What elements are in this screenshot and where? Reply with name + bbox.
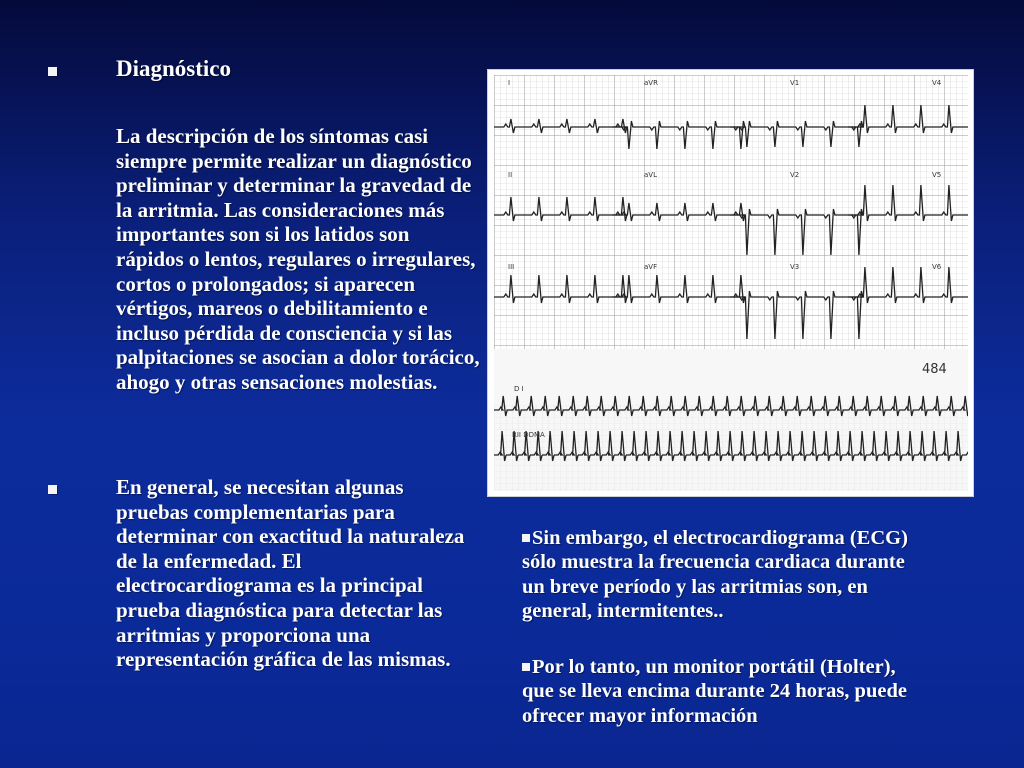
ecg-tracing xyxy=(494,75,968,491)
bullet-heading xyxy=(48,67,57,76)
strip-label-rii: RII DDMA xyxy=(512,431,545,439)
lead-label-iii: III xyxy=(508,263,515,271)
strip-label-di: D I xyxy=(514,385,524,393)
right-item-ecg-text: Sin embargo, el electrocardiograma (ECG) sólo muestra la frecuencia cardiaca durante un breve período y las arritmias son, en general, intermitentes.. xyxy=(522,527,908,623)
lead-label-i: I xyxy=(508,79,511,87)
lead-label-avf: aVF xyxy=(644,263,658,271)
lead-label-v1: V1 xyxy=(790,79,800,87)
bullet-ecg xyxy=(522,534,530,542)
bullet-tests xyxy=(48,485,57,494)
paragraph-symptoms: La descripción de los síntomas casi siempre permite realizar un diagnóstico preliminar y determinar la gravedad de la arritmia. Las consideraciones más importantes son si los latidos son rápidos o lentos, regulares o irregulares, cortos o prolongados; si aparecen vértigos, mareos o debilitamiento e incluso pérdida de consciencia y si las palpitaciones se asocian a dolor torácico, ahogo y otras sensaciones molestias. xyxy=(116,124,480,394)
right-item-holter xyxy=(522,655,932,728)
lead-label-v4: V4 xyxy=(932,79,942,87)
lead-label-v2: V2 xyxy=(790,171,800,179)
slide-heading: Diagnóstico xyxy=(116,56,231,81)
lead-label-v5: V5 xyxy=(932,171,942,179)
right-item-ecg xyxy=(522,526,932,624)
right-item-holter-text: Por lo tanto, un monitor portátil (Holter), que se lleva encima durante 24 horas, puede ofrecer mayor información xyxy=(522,656,907,727)
lead-label-v6: V6 xyxy=(932,263,942,271)
bullet-holter xyxy=(522,663,530,671)
lead-label-avl: aVL xyxy=(644,171,657,179)
lead-label-ii: II xyxy=(508,171,513,179)
lead-label-avr: aVR xyxy=(644,79,658,87)
figure-number: 484 xyxy=(922,362,947,377)
paragraph-tests: En general, se necesitan algunas pruebas complementarias para determinar con exactitud la naturaleza de la enfermedad. El electrocardiograma es la principal prueba diagnóstica para detectar las arritmias y proporciona una representación gráfica de las mismas. xyxy=(116,475,465,672)
lead-label-v3: V3 xyxy=(790,263,800,271)
ecg-image xyxy=(487,69,974,497)
